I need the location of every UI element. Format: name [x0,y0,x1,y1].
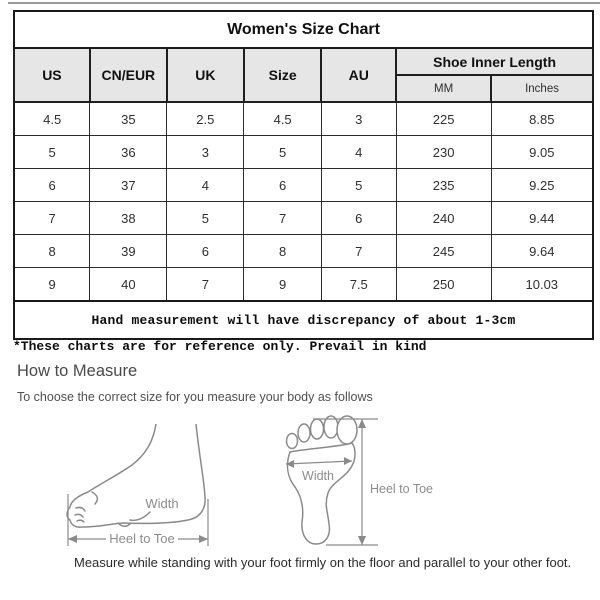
table-cell: 9 [244,268,322,302]
table-cell: 8 [14,235,90,268]
table-cell: 250 [396,268,491,302]
table-cell: 2.5 [167,102,244,136]
table-cell: 6 [14,169,90,202]
table-cell: 9 [14,268,90,302]
table-cell: 9.64 [491,235,593,268]
table-header-row [14,48,593,75]
table-cell: 38 [90,202,167,235]
foot-side-outline [67,424,205,527]
table-cell: 6 [167,235,244,268]
table-row [14,169,593,202]
col-header-mm: MM [396,75,491,102]
col-header-au: AU [321,48,396,102]
table-title-row [14,11,593,48]
table-cell: 230 [396,136,491,169]
table-cell: 8.85 [491,102,593,136]
table-cell: 7 [167,268,244,302]
foot-side-view-diagram [62,424,252,556]
table-cell: 3 [167,136,244,169]
table-cell: 35 [90,102,167,136]
table-row [14,136,593,169]
how-to-measure-title: How to Measure [17,362,138,380]
width-label: Width [145,496,179,511]
reference-note: *These charts are for reference only. Prevail in kind [13,339,427,354]
how-to-measure-subtitle: To choose the correct size for you measure your body as follows [17,390,373,404]
table-cell: 5 [321,169,396,202]
table-cell: 4 [321,136,396,169]
table-cell: 7.5 [321,268,396,302]
table-row [14,102,593,136]
heel-to-toe-label: Heel to Toe [370,482,434,496]
table-cell: 3 [321,102,396,136]
table-cell: 9.25 [491,169,593,202]
table-cell: 7 [321,235,396,268]
table-cell: 4.5 [14,102,90,136]
table-cell: 235 [396,169,491,202]
table-cell: 6 [244,169,322,202]
table-cell: 6 [321,202,396,235]
table-row [14,202,593,235]
col-header-inches: Inches [491,75,593,102]
table-cell: 8 [244,235,322,268]
table-row [14,235,593,268]
table-cell: 245 [396,235,491,268]
table-cell: 36 [90,136,167,169]
table-row [14,268,593,302]
table-cell: 5 [244,136,322,169]
table-cell: 240 [396,202,491,235]
table-body [14,102,593,301]
heel-to-toe-label: Heel to Toe [109,531,175,546]
table-cell: 225 [396,102,491,136]
width-label: Width [302,469,334,483]
foot-sole-view-diagram [278,414,458,556]
size-chart-table [13,10,594,340]
table-title: Women's Size Chart [14,11,593,48]
table-cell: 9.05 [491,136,593,169]
table-cell: 39 [90,235,167,268]
col-header-cn-eur: CN/EUR [90,48,167,102]
screenshot-edge-line [8,2,600,4]
col-header-size: Size [244,48,322,102]
table-cell: 7 [244,202,322,235]
table-cell: 7 [14,202,90,235]
table-cell: 4.5 [244,102,322,136]
table-cell: 9.44 [491,202,593,235]
measure-instruction-caption: Measure while standing with your foot firmly on the floor and parallel to your other foot. [74,555,572,570]
table-footer-note: Hand measurement will have discrepancy of about 1-3cm [14,301,593,339]
col-header-shoe-inner-length: Shoe Inner Length [396,48,593,75]
table-cell: 4 [167,169,244,202]
table-cell: 5 [14,136,90,169]
table-footer-row [14,301,593,339]
table-cell: 10.03 [491,268,593,302]
table-cell: 5 [167,202,244,235]
col-header-us: US [14,48,90,102]
table-cell: 37 [90,169,167,202]
table-cell: 40 [90,268,167,302]
col-header-uk: UK [167,48,244,102]
